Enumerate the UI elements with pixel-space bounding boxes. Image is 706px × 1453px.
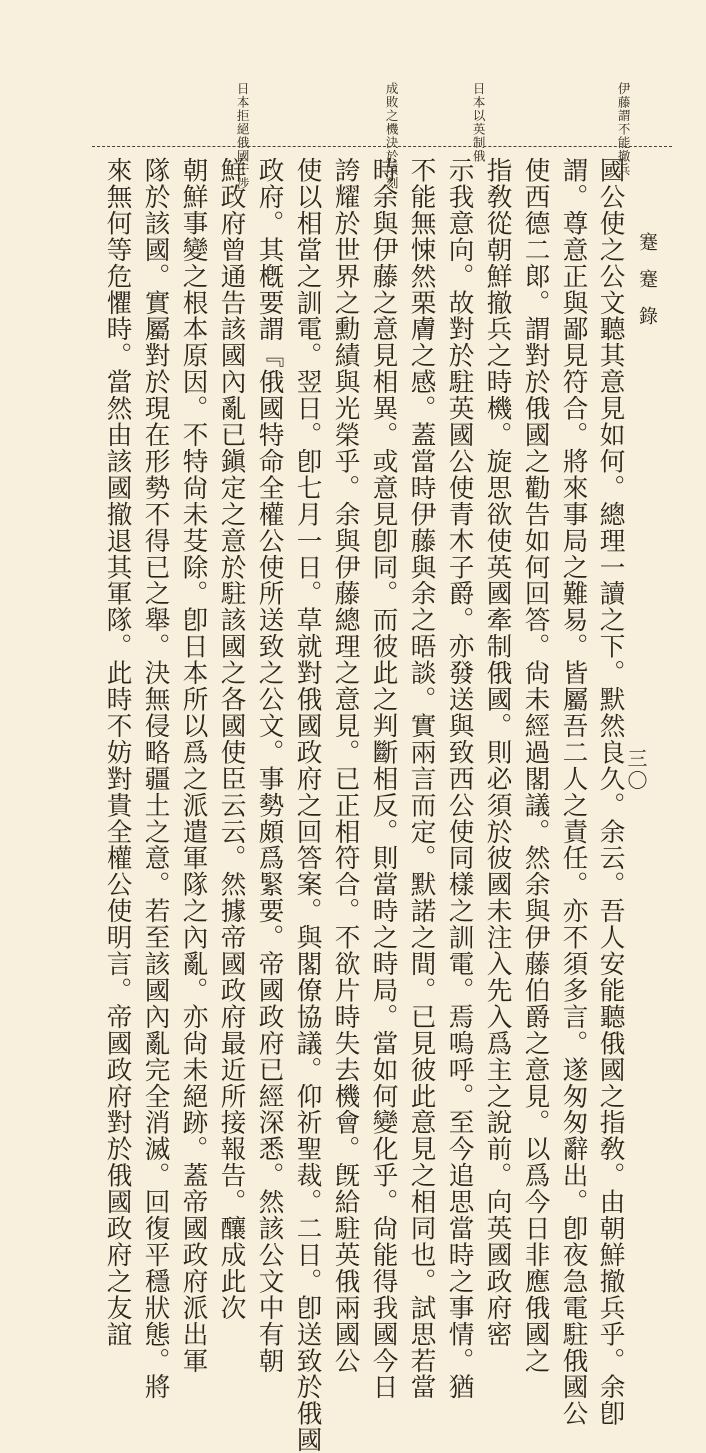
margin-note: 日本拒絕俄國干涉 bbox=[235, 82, 251, 190]
text-column: 謂。尊意正與鄙見符合。將來事局之難易。皆屬吾二人之責任。亦不須多言。遂匆匆辭出。卽夜急電駐俄國公 bbox=[558, 157, 589, 1427]
text-column: 隊於該國。實屬對於現在形勢不得已之舉。決無侵略疆土之意。若至該國內亂完全消滅。回復平穩狀態。將 bbox=[140, 157, 171, 1401]
text-column: 使西德二郞。謂對於俄國之勸告如何回答。尙未經過閣議。然余與伊藤伯爵之意見。以爲今日非應俄國之 bbox=[520, 157, 551, 1374]
text-column: 指敎從朝鮮撤兵之時機。旋思欲使英國牽制俄國。則必須於彼國未注入先入爲主之說前。向英國政府密 bbox=[482, 157, 513, 1348]
text-column: 朝鮮事變之根本原因。不特尙未芟除。卽日本所以爲之派遣軍隊之內亂。亦尙未絕跡。蓋帝國政府派出軍 bbox=[178, 157, 209, 1374]
text-column: 時余與伊藤之意見相異。或意見卽同。而彼此之判斷相反。則當時之時局。當如何變化乎。尙能得我國今日 bbox=[368, 157, 399, 1401]
text-column: 誇耀於世界之勳績與光榮乎。余與伊藤總理之意見。已正相符合。不欲片時失去機會。旣給駐英俄兩國公 bbox=[330, 157, 361, 1374]
margin-note: 日本以英制俄 bbox=[471, 82, 487, 163]
margin-note: 成敗之機決於頃刻 bbox=[384, 82, 400, 190]
margin-note: 伊藤謂不能撤兵 bbox=[616, 82, 632, 177]
text-column: 政府。其槪要謂『俄國特命全權公使所送致之公文。事勢頗爲緊要。帝國政府已經深悉。然該公文中有朝 bbox=[254, 157, 285, 1374]
page-number: 三〇 bbox=[624, 748, 648, 792]
text-column: 使以相當之訓電。翌日。卽七月一日。草就對俄國政府之回答案。與閣僚協議。仰祈聖裁。二日。卽送致於俄國 bbox=[292, 157, 323, 1453]
running-title: 蹇蹇錄 bbox=[636, 232, 658, 343]
text-column: 示我意向。故對於駐英國公使青木子爵。亦發送與致西公使同樣之訓電。焉嗚呼。至今追思當時之事情。猶 bbox=[444, 157, 475, 1401]
text-column: 不能無悚然栗膚之感。蓋當時伊藤與余之晤談。實兩言而定。默諾之間。已見彼此意見之相同也。試思若當 bbox=[406, 157, 437, 1401]
text-column: 鮮政府曾通告該國內亂已鎭定之意於駐該國之各國使臣云云。然據帝國政府最近所接報告。釀成此次 bbox=[216, 157, 247, 1321]
text-column: 來無何等危懼時。當然由該國撤退其軍隊。此時不妨對貴全權公使明言。帝國政府對於俄國政府之友誼 bbox=[102, 157, 133, 1348]
text-column: 國公使之公文聽其意見如何。總理一讀之下。默然良久。余云。吾人安能聽俄國之指敎。由朝鮮撤兵乎。余卽 bbox=[595, 157, 626, 1427]
